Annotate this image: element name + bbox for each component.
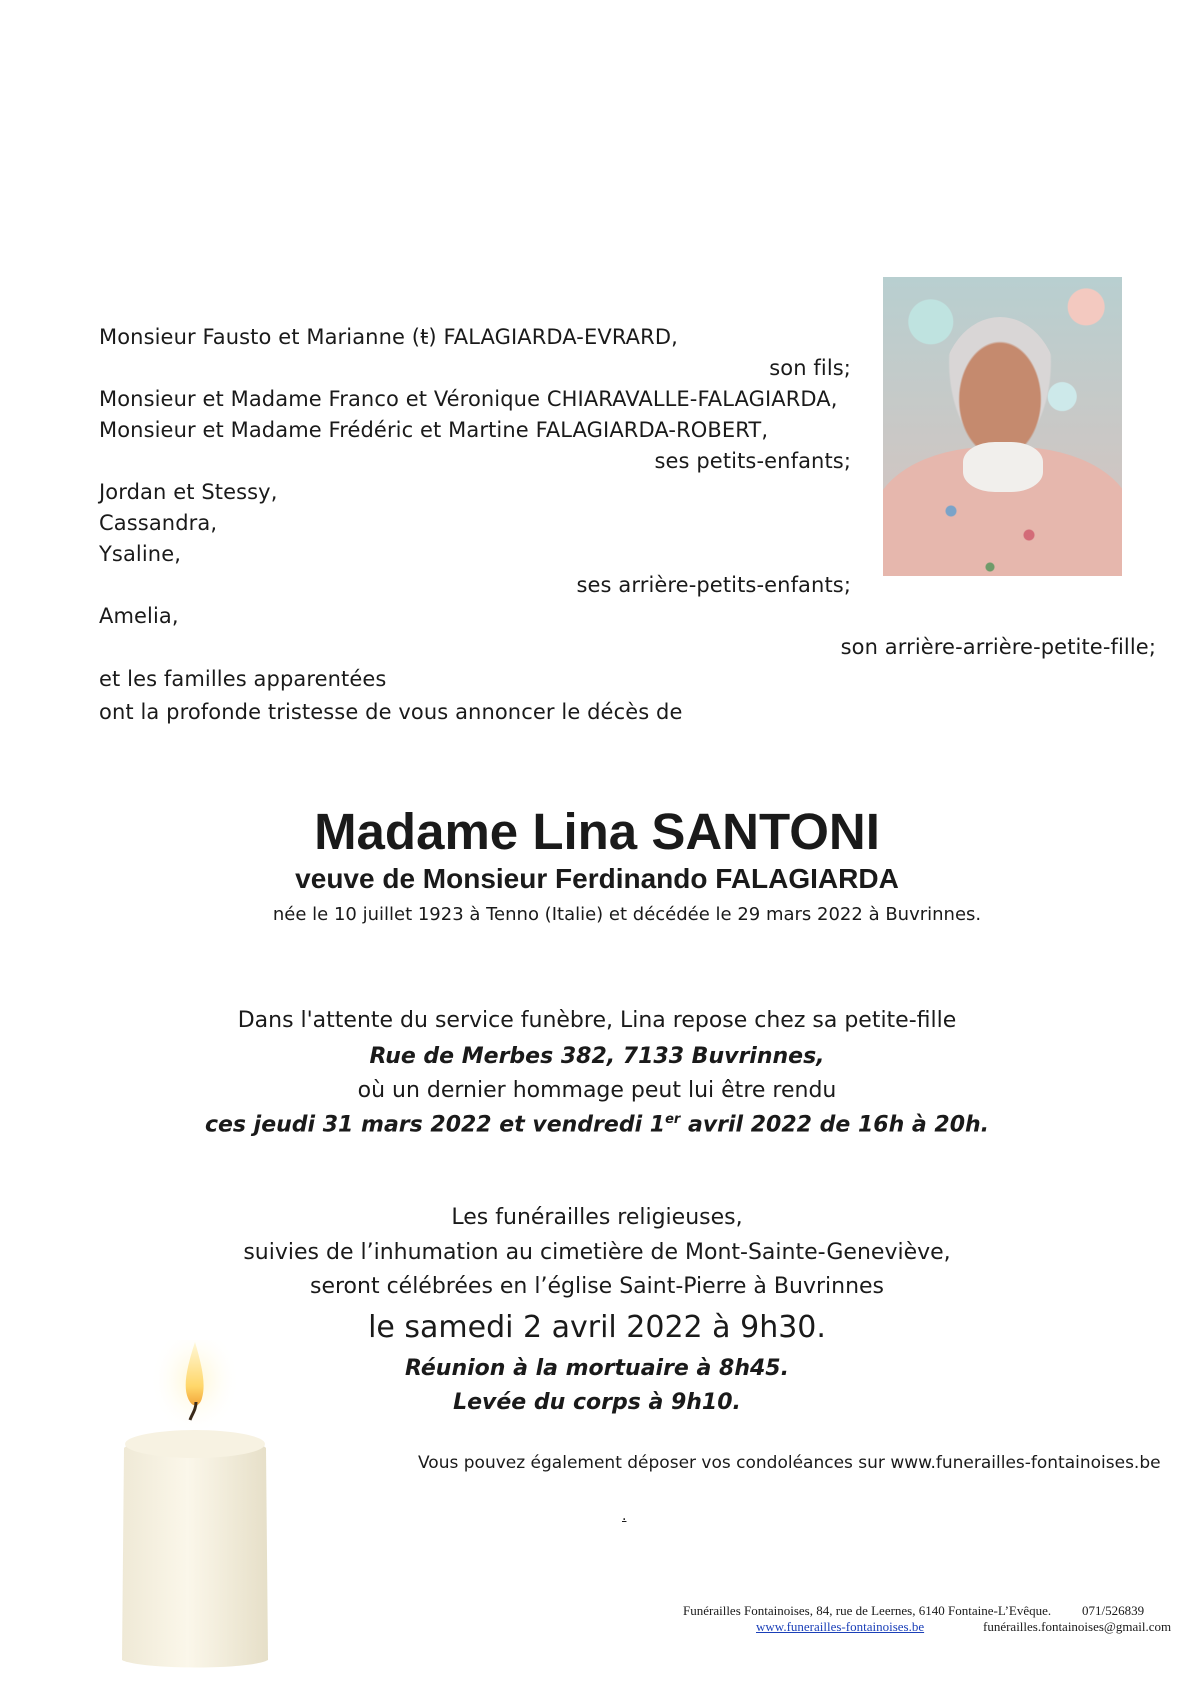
wake-line-1: Dans l'attente du service funèbre, Lina repose chez sa petite-fille bbox=[237, 1008, 957, 1033]
portrait-collar bbox=[963, 442, 1043, 492]
deceased-dates: née le 10 juillet 1923 à Tenno (Italie) et décédée le 29 mars 2022 à Buvrinnes. bbox=[272, 904, 982, 925]
candle-top bbox=[125, 1430, 265, 1458]
family-line-2: Monsieur et Madame Franco et Véronique CHIARAVALLE-FALAGIARDA, bbox=[99, 387, 838, 411]
family-line-1: Monsieur Fausto et Marianne (ŧ) FALAGIARDA-EVRARD, bbox=[99, 325, 678, 349]
wake-when-sup: er bbox=[665, 1112, 681, 1127]
wake-line-2: où un dernier hommage peut lui être rendu bbox=[357, 1078, 837, 1103]
funeral-date: le samedi 2 avril 2022 à 9h30. bbox=[368, 1310, 826, 1345]
deceased-name: Madame Lina SANTONI bbox=[314, 803, 880, 860]
condolences-text: Vous pouvez également déposer vos condoléances sur www.funerailles-fontainoises.be bbox=[418, 1453, 1161, 1473]
wake-when-a: ces jeudi 31 mars 2022 et vendredi 1 bbox=[204, 1112, 666, 1138]
funeral-meeting: Réunion à la mortuaire à 8h45. bbox=[405, 1356, 789, 1381]
candle-image bbox=[110, 1340, 280, 1670]
family-role-grandchildren: ses petits-enfants; bbox=[654, 449, 851, 473]
family-line-7: Amelia, bbox=[99, 604, 179, 628]
family-role-great-great-granddaughter: son arrière-arrière-petite-fille; bbox=[840, 635, 1156, 659]
footer-website-link[interactable]: www.funerailles-fontainoises.be bbox=[756, 1619, 925, 1634]
family-line-6: Ysaline, bbox=[99, 542, 182, 566]
family-role-son: son fils; bbox=[769, 356, 851, 380]
wake-when-b: avril 2022 de 16h à 20h. bbox=[680, 1112, 990, 1138]
family-line-8: et les familles apparentées bbox=[99, 667, 387, 691]
family-line-5: Cassandra, bbox=[99, 511, 218, 535]
wake-address: Rue de Merbes 382, 7133 Buvrinnes, bbox=[369, 1044, 825, 1069]
family-role-great-grandchildren: ses arrière-petits-enfants; bbox=[576, 573, 851, 597]
deceased-widow: veuve de Monsieur Ferdinando FALAGIARDA bbox=[295, 863, 899, 894]
footer-company: Funérailles Fontainoises, 84, rue de Leernes, 6140 Fontaine-L’Evêque. bbox=[683, 1603, 1052, 1618]
funeral-line-3: seront célébrées en l’église Saint-Pierre à Buvrinnes bbox=[309, 1274, 885, 1299]
wake-when bbox=[0, 1112, 1194, 1137]
stray-dot: . bbox=[622, 1508, 627, 1524]
footer-phone: 071/526839 bbox=[1082, 1603, 1145, 1618]
funeral-line-2: suivies de l’inhumation au cimetière de Mont-Sainte-Geneviève, bbox=[243, 1240, 951, 1265]
family-line-4: Jordan et Stessy, bbox=[99, 480, 278, 504]
funeral-line-1: Les funérailles religieuses, bbox=[451, 1205, 743, 1230]
family-line-9: ont la profonde tristesse de vous annoncer le décès de bbox=[99, 700, 683, 724]
footer-email: funérailles.fontainoises@gmail.com bbox=[983, 1619, 1172, 1634]
candle-body bbox=[122, 1436, 268, 1668]
family-line-3: Monsieur et Madame Frédéric et Martine FALAGIARDA-ROBERT, bbox=[99, 418, 769, 442]
portrait-photo bbox=[883, 277, 1122, 576]
funeral-levee: Levée du corps à 9h10. bbox=[453, 1390, 741, 1415]
